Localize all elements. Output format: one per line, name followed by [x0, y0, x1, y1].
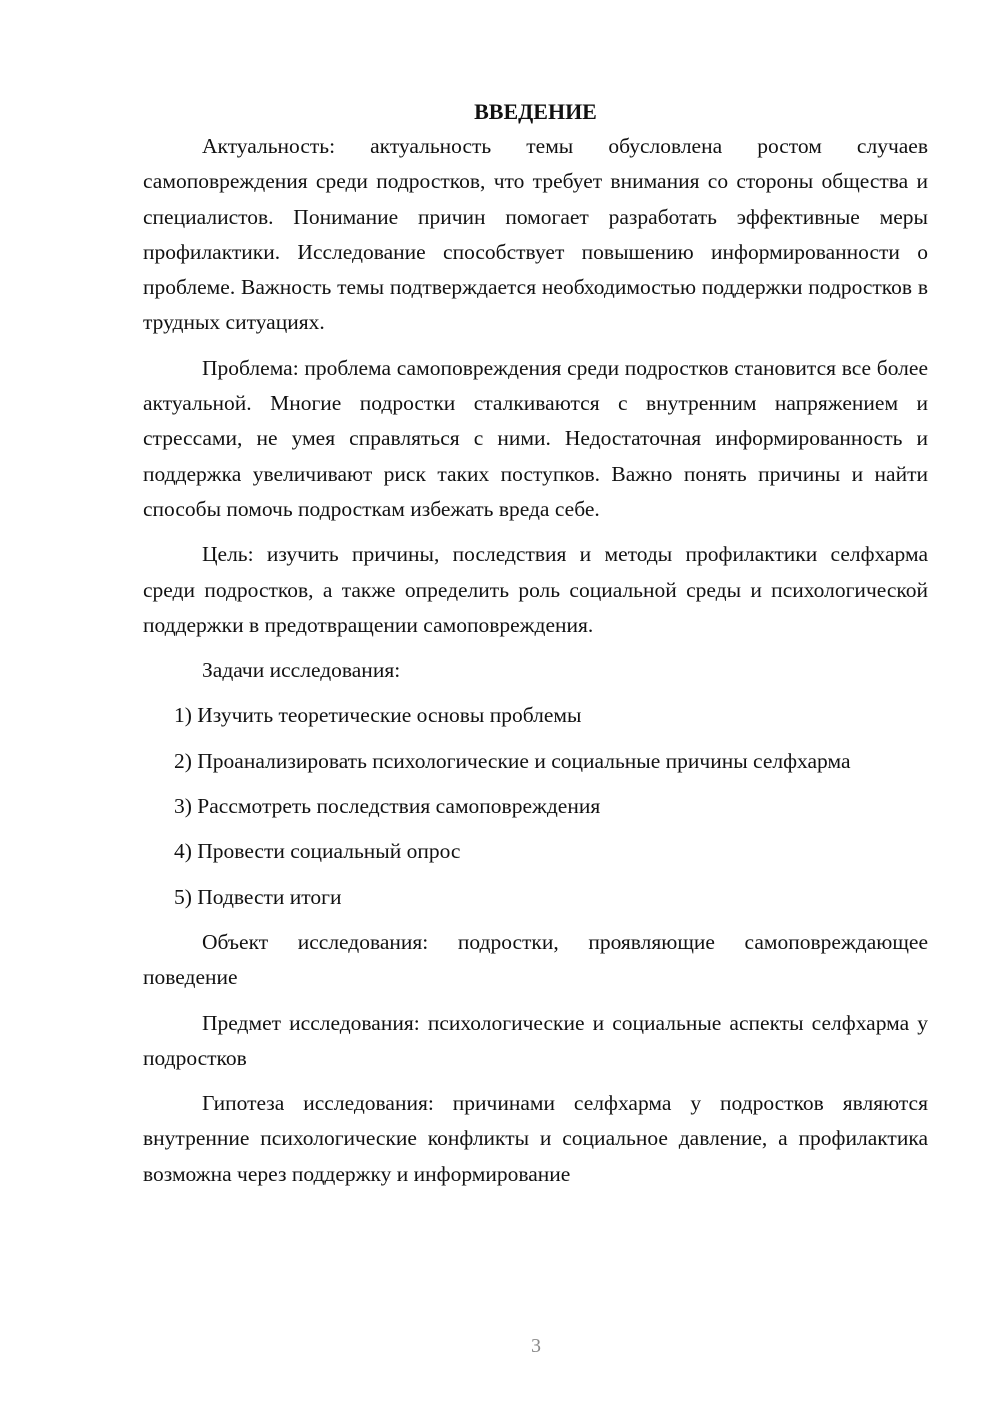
page-content — [143, 94, 928, 1202]
section-title: ВВЕДЕНИЕ — [474, 99, 597, 124]
paragraph-problem: Проблема: проблема самоповреждения среди подростков становится все более актуальной. Многие подростки сталкиваются с внутренним напряжением и стрессами, не умея справляться с ними. Недостаточная информированность и поддержка увеличивают риск таких поступков. Важно понять причины и найти способы помочь подросткам избежать вреда себе. — [143, 355, 928, 521]
page-number: 3 — [531, 1335, 541, 1357]
task-item: 4) Провести социальный опрос — [174, 839, 461, 864]
paragraph-hypothesis: Гипотеза исследования: причинами селфхарма у подростков являются внутренние психологические конфликты и социальное давление, а профилактика возможна через поддержку и информирование — [143, 1091, 928, 1186]
task-item: 3) Рассмотреть последствия самоповреждения — [174, 794, 601, 819]
paragraph-tasks-heading: Задачи исследования: — [202, 658, 401, 683]
paragraph-relevance: Актуальность: актуальность темы обусловлена ростом случаев самоповреждения среди подростков, что требует внимания со стороны общества и специалистов. Понимание причин помогает разработать эффективные меры профилактики. Исследование способствует повышению информированности о проблеме. Важность темы подтверждается необходимостью поддержки подростков в трудных ситуациях. — [143, 134, 928, 335]
paragraph-goal: Цель: изучить причины, последствия и методы профилактики селфхарма среди подростков, а также определить роль социальной среды и психологической поддержки в предотвращении самоповреждения. — [143, 542, 928, 637]
paragraph-subject: Предмет исследования: психологические и социальные аспекты селфхарма у подростков — [143, 1010, 928, 1070]
task-item: 5) Подвести итоги — [174, 884, 342, 909]
task-item: 2) Проанализировать психологические и социальные причины селфхарма — [174, 748, 851, 773]
paragraph-object: Объект исследования: подростки, проявляющие самоповреждающее поведение — [143, 929, 928, 990]
task-item: 1) Изучить теоретические основы проблемы — [174, 703, 582, 728]
